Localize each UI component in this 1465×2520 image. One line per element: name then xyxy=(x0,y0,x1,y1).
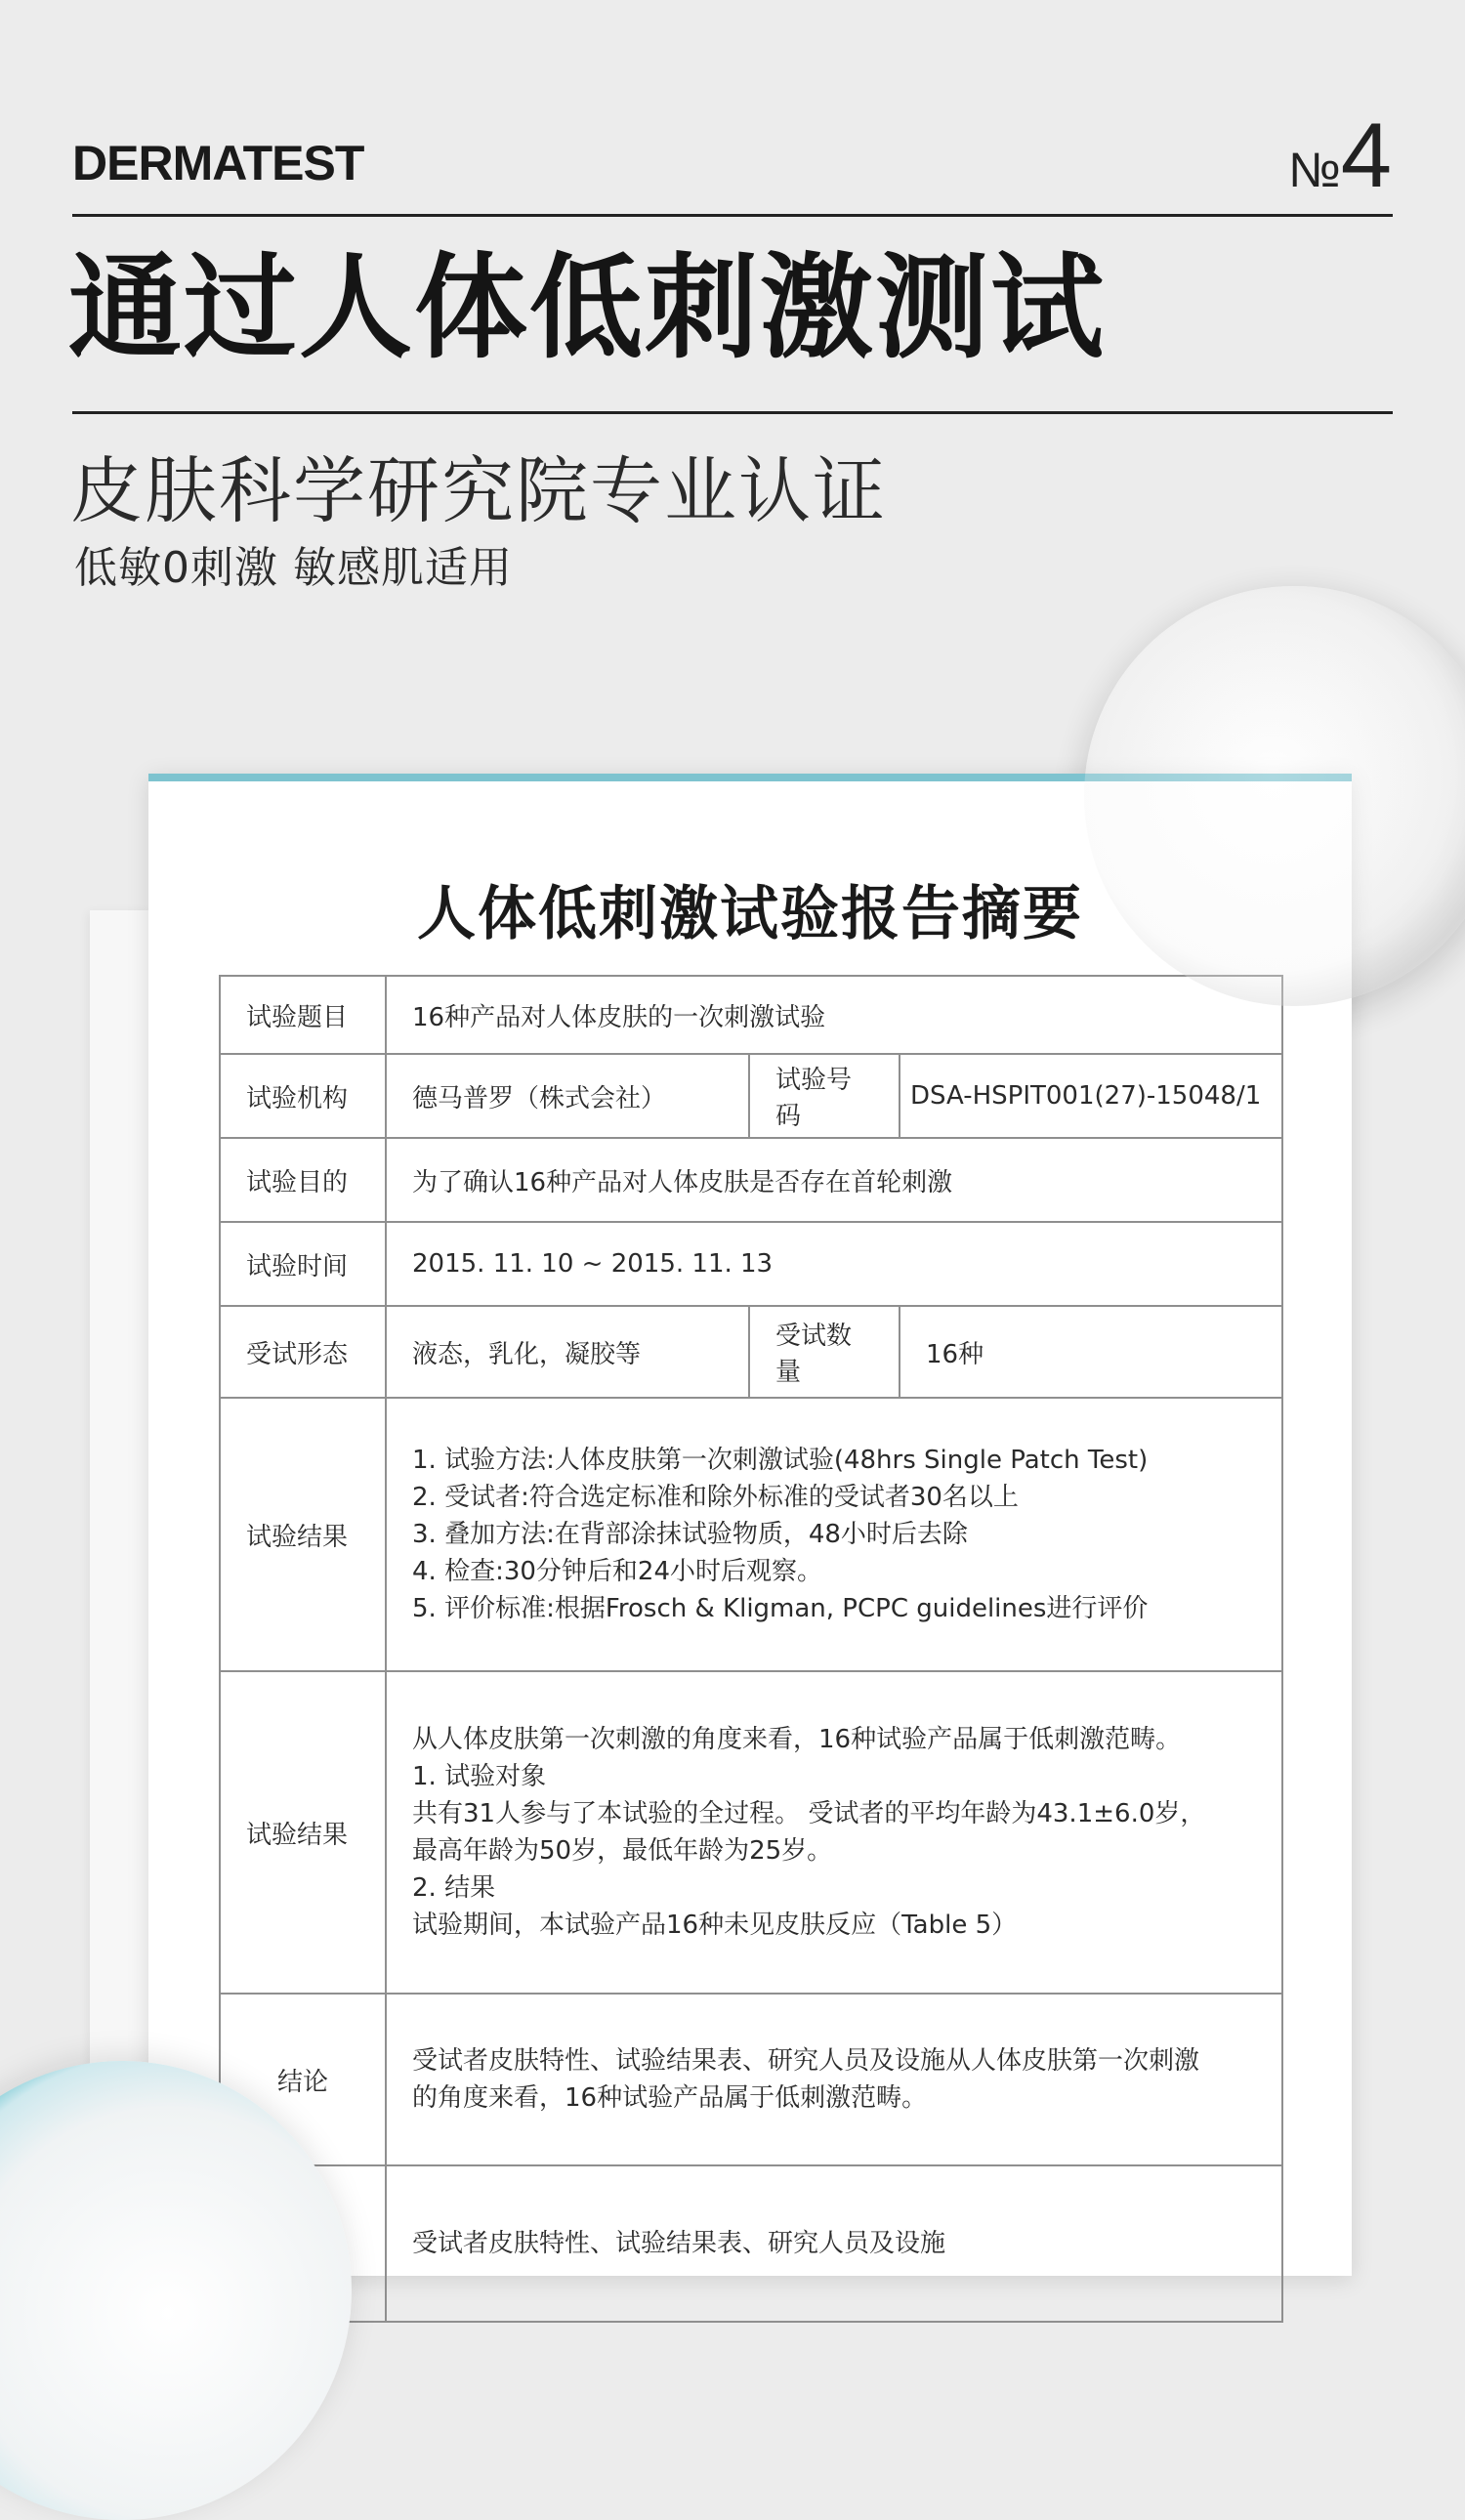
table-row xyxy=(220,1306,1282,1398)
row-label: 试验题目 xyxy=(220,976,386,1054)
row-sublabel: 受试数量 xyxy=(749,1306,900,1398)
list-item: 1. 试验对象 xyxy=(412,1762,547,1791)
report-table xyxy=(219,975,1283,2323)
list-item: 2. 受试者:符合选定标准和除外标准的受试者30名以上 xyxy=(412,1483,1019,1512)
row-subvalue: DSA-HSPIT001(27)-15048/1 xyxy=(900,1054,1282,1138)
middle-divider xyxy=(72,411,1393,414)
row-label: 试验时间 xyxy=(220,1222,386,1306)
list-item: 1. 试验方法:人体皮肤第一次刺激试验(48hrs Single Patch Test) xyxy=(412,1446,1149,1475)
table-row xyxy=(220,1398,1282,1671)
row-label: 试验目的 xyxy=(220,1138,386,1222)
list-item: 试验期间，本试验产品16种未见皮肤反应（Table 5） xyxy=(412,1911,1018,1940)
row-value: 16种产品对人体皮肤的一次刺激试验 xyxy=(386,976,1282,1054)
row-value: 液态，乳化，凝胶等 xyxy=(386,1306,749,1398)
row-subvalue: 16种 xyxy=(900,1306,1282,1398)
list-item: 受试者皮肤特性、试验结果表、研究人员及设施从人体皮肤第一次刺激 xyxy=(412,2046,1200,2076)
list-item: 5. 评价标准:根据Frosch & Kligman, PCPC guidelines进行评价 xyxy=(412,1594,1149,1623)
number-value: 4 xyxy=(1340,104,1392,206)
headline: 通过人体低刺激测试 xyxy=(68,242,1106,374)
brand-logo: DERMATEST xyxy=(72,136,364,190)
row-value xyxy=(386,1994,1282,2165)
list-item: 2. 结果 xyxy=(412,1873,496,1903)
list-item: 4. 检查:30分钟后和24小时后观察。 xyxy=(412,1557,822,1586)
row-label: 结论 xyxy=(220,1994,386,2165)
table-row xyxy=(220,976,1282,1054)
table-row xyxy=(220,2165,1282,2322)
table-row xyxy=(220,1138,1282,1222)
row-sublabel: 试验号码 xyxy=(749,1054,900,1138)
list-item: 共有31人参与了本试验的全过程。 受试者的平均年龄为43.1±6.0岁， xyxy=(412,1799,1206,1828)
row-label: 试验机构 xyxy=(220,1054,386,1138)
section-number xyxy=(1288,104,1392,206)
report-sheet xyxy=(148,774,1352,2276)
table-row xyxy=(220,1994,1282,2165)
row-label: 受试形态 xyxy=(220,1306,386,1398)
report-title: 人体低刺激试验报告摘要 xyxy=(417,880,1083,948)
table-row xyxy=(220,1671,1282,1994)
list-item: 从人体皮肤第一次刺激的角度来看，16种试验产品属于低刺激范畴。 xyxy=(412,1725,1182,1754)
row-value xyxy=(386,1671,1282,1994)
table-row xyxy=(220,1222,1282,1306)
row-value: 为了确认16种产品对人体皮肤是否存在首轮刺激 xyxy=(386,1138,1282,1222)
row-value: 2015. 11. 10 ~ 2015. 11. 13 xyxy=(386,1222,1282,1306)
row-value: 德马普罗（株式会社） xyxy=(386,1054,749,1138)
tagline: 低敏0刺激 敏感肌适用 xyxy=(74,543,513,593)
top-divider xyxy=(72,214,1393,217)
row-value xyxy=(386,1398,1282,1671)
row-label: 试验结果 xyxy=(220,1671,386,1994)
row-value xyxy=(386,2165,1282,2322)
list-item: 最高年龄为50岁，最低年龄为25岁。 xyxy=(412,1836,833,1866)
list-item: 的角度来看，16种试验产品属于低刺激范畴。 xyxy=(412,2083,928,2113)
number-prefix: № xyxy=(1288,143,1341,197)
row-label: 试验结果 xyxy=(220,1398,386,1671)
list-item: 3. 叠加方法:在背部涂抹试验物质，48小时后去除 xyxy=(412,1520,968,1549)
list-item: 受试者皮肤特性、试验结果表、研究人员及设施 xyxy=(412,2229,946,2258)
subtitle: 皮肤科学研究院专业认证 xyxy=(70,449,887,533)
table-row xyxy=(220,1054,1282,1138)
